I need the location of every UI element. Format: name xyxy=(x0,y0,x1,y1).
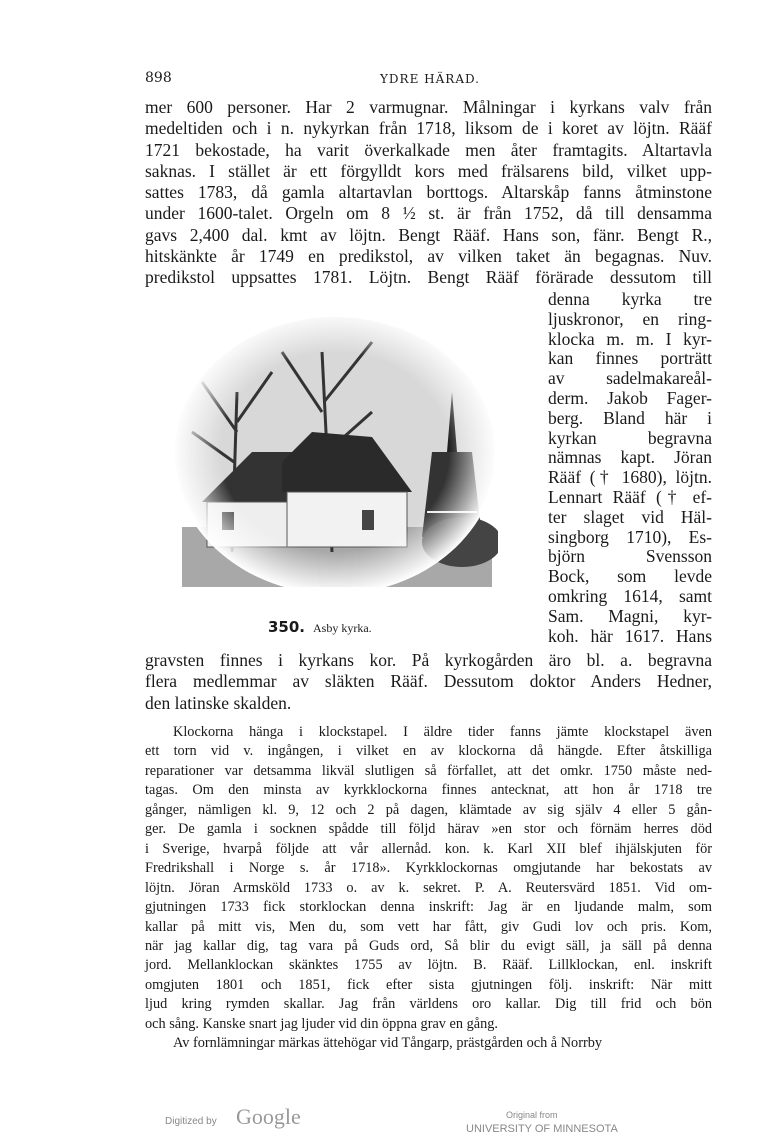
text-line: hitskänkte år 1749 en predikstol, av vilken taket än begagnas. Nuv. xyxy=(145,246,712,267)
text-line: koh. här 1617. Hans xyxy=(548,625,712,646)
university-label: UNIVERSITY OF MINNESOTA xyxy=(466,1123,618,1135)
text-line: gjutningen 1733 fick storklockan denna inskrift: Jag är en ljudande malm, som xyxy=(145,899,712,916)
figure-number: 350. xyxy=(268,618,306,636)
text-line: kallar på mitt vis, Men du, som vett har fått, giv Gudi lov och pris. Kom, xyxy=(145,918,712,935)
text-line: mer 600 personer. Har 2 varmugnar. Målningar i kyrkans valv från xyxy=(145,97,712,117)
text-line: Av fornlämningar märkas ättehögar vid Tångarp, prästgården och å Norrby xyxy=(173,1035,603,1052)
running-title: YDRE HÄRAD. xyxy=(380,72,480,86)
small-print-paragraph xyxy=(145,723,712,1054)
digitized-label: Digitized by xyxy=(165,1116,217,1127)
text-line: björn Svensson xyxy=(548,546,712,567)
text-line: Bock, som levde xyxy=(548,566,712,587)
text-line: reparationer var detsamma likväl slutligen så förfallet, att det omkr. 1750 måste ned- xyxy=(145,762,712,779)
text-line: denna kyrka tre xyxy=(548,289,712,309)
text-line: flera medlemmar av släkten Rääf. Dessutom doktor Anders Hedner, xyxy=(145,671,712,692)
text-line: och sång. Kanske snart jag ljuder vid din öppna grav en gång. xyxy=(145,1015,498,1032)
text-line: Sam. Magni, kyr- xyxy=(548,605,712,626)
text-line: predikstol uppsattes 1781. Löjtn. Bengt Rääf förärade dessutom till xyxy=(145,267,712,288)
paragraph-side-column xyxy=(548,290,712,646)
text-line: gavs 2,400 dal. kmt av löjtn. Bengt Rääf. Hans son, fänr. Bengt R., xyxy=(145,224,712,245)
text-line: Fredrikshall i Norge s. år 1718». Kyrkklockornas omgjutande har bekostats av xyxy=(145,860,712,877)
text-line: omgjuten 1801 och 1851, fick efter sista gjutningen följ. inskrift: När mitt xyxy=(145,976,712,993)
text-line: ljud kring rymden skallar. Jag från världens oro kallar. Dig till frid och bön xyxy=(145,996,712,1013)
google-logo: Google xyxy=(236,1104,301,1129)
paragraph-bottom xyxy=(145,650,712,714)
text-line: ljuskronor, en ring- xyxy=(548,308,712,329)
original-from-label: Original from xyxy=(506,1110,558,1120)
text-line: medeltiden och i n. nykyrkan från 1718, liksom de i koret av löjtn. Rääf xyxy=(145,118,712,139)
text-line: ter slaget vid Häl- xyxy=(548,506,712,527)
text-line: ger. De gamla i socknen spådde till följd härav »en stor och förnäm herres död xyxy=(145,821,712,838)
text-line: saknas. I stället är ett förgylldt kors med frälsarens bild, vilket upp- xyxy=(145,160,712,181)
text-line: singborg 1710), Es- xyxy=(548,526,712,547)
text-line: den latinske skalden. xyxy=(145,692,292,713)
text-line: 1721 bekostade, ha varit överkalkade men åter framtagits. Altartavla xyxy=(145,139,712,160)
text-line: sattes 1783, då gamla altartavlan borttogs. Altarskåp fanns åtminstone xyxy=(145,182,712,203)
text-line: omkring 1614, samt xyxy=(548,585,712,606)
church-illustration xyxy=(172,312,498,597)
text-line: Klockorna hänga i klockstapel. I äldre tider fanns jämte klockstapel även xyxy=(173,724,712,740)
text-line: av sadelmakareål- xyxy=(548,368,712,389)
text-line: klocka m. m. I kyr- xyxy=(548,328,712,349)
text-line: i Sverige, hvarpå följde att vår allernåd. kon. k. Karl XII blef ihjälskjuten för xyxy=(145,840,712,857)
text-line: gånger, nämligen kl. 9, 12 och 2 på dagen, klämtade av sig själv 4 eller 5 gån- xyxy=(145,801,712,818)
text-line: när jag kallar dig, tag vara på Guds ord, Så blir du evigt säll, ja säll på denna xyxy=(145,937,712,954)
figure-caption-text: Asby kyrka. xyxy=(313,621,372,635)
text-line: tagas. Om den minsta av kyrkklockorna finnes antecknat, att hon år 1718 tre xyxy=(145,782,712,799)
figure-caption xyxy=(268,618,372,636)
text-line: löjtn. Jöran Armsköld 1733 o. av k. sekret. P. A. Reutersvärd 1851. Vid om- xyxy=(145,879,712,896)
paragraph-top xyxy=(145,97,712,289)
page-number: 898 xyxy=(145,70,172,86)
text-line: berg. Bland här i xyxy=(548,407,712,428)
text-line: gravsten finnes i kyrkans kor. På kyrkogården äro bl. a. begravna xyxy=(145,650,712,670)
text-line: nämnas kapt. Jöran xyxy=(548,447,712,468)
text-line: jord. Mellanklockan skänktes 1755 av löjtn. B. Rääf. Lillklockan, enl. inskrift xyxy=(145,957,712,974)
text-line: Rääf († 1680), löjtn. xyxy=(548,467,712,488)
text-line: derm. Jakob Fager- xyxy=(548,387,712,408)
text-line: under 1600-talet. Orgeln om 8 ½ st. är från 1752, då till densamma xyxy=(145,203,712,224)
text-line: Lennart Rääf († ef- xyxy=(548,486,712,507)
text-line: kan finnes porträtt xyxy=(548,348,712,369)
text-line: kyrkan begravna xyxy=(548,427,712,448)
text-line: ett torn vid v. ingången, i vilket en av klockorna då hängde. Efter åtskilliga xyxy=(145,743,712,760)
